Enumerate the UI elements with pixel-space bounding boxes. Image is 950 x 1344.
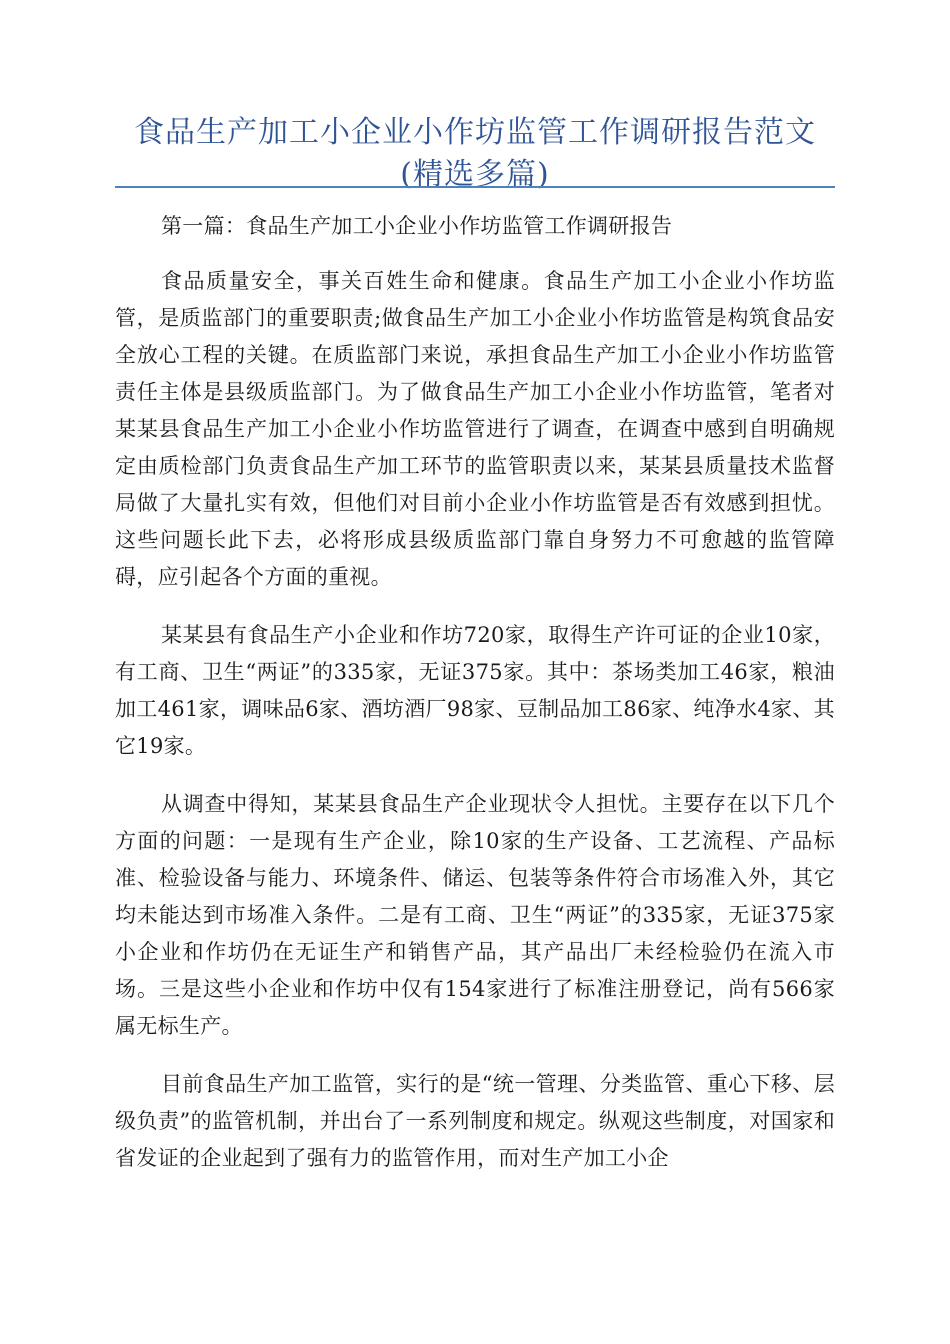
paragraph: 从调查中得知，某某县食品生产企业现状令人担忧。主要存在以下几个方面的问题：一是现有生产企业，除10家的生产设备、工艺流程、产品标准、检验设备与能力、环境条件、储运、包装等条件符合市场准入外，其它均未能达到市场准入条件。二是有工商、卫生“两证”的335家，无证375家小企业和作坊仍在无证生产和销售产品，其产品出厂未经检验仍在流入市场。三是这些小企业和作坊中仅有154家进行了标准注册登记，尚有566家属无标生产。 (115, 792, 835, 1038)
document-title: 食品生产加工小企业小作坊监管工作调研报告范文(精选多篇) (134, 115, 816, 192)
paragraph: 某某县有食品生产小企业和作坊720家，取得生产许可证的企业10家，有工商、卫生“两证”的335家，无证375家。其中：茶场类加工46家，粮油加工461家，调味品6家、酒坊酒厂98家、豆制品加工86家、纯净水4家、其它19家。 (115, 623, 835, 758)
paragraph: 目前食品生产加工监管，实行的是“统一管理、分类监管、重心下移、层级负责”的监管机制，并出台了一系列制度和规定。纵观这些制度，对国家和省发证的企业起到了强有力的监管作用，而对生产加工小企 (115, 1072, 835, 1170)
title-underline (115, 186, 835, 188)
paragraph: 食品质量安全，事关百姓生命和健康。食品生产加工小企业小作坊监管，是质监部门的重要职责;做食品生产加工小企业小作坊监管是构筑食品安全放心工程的关键。在质监部门来说，承担食品生产加工小企业小作坊监管责任主体是县级质监部门。为了做食品生产加工小企业小作坊监管，笔者对某某县食品生产加工小企业小作坊监管进行了调查，在调查中感到自明确规定由质检部门负责食品生产加工环节的监管职责以来，某某县质量技术监督局做了大量扎实有效，但他们对目前小企业小作坊监管是否有效感到担忧。这些问题长此下去，必将形成县级质监部门靠自身努力不可愈越的监管障碍，应引起各个方面的重视。 (115, 269, 835, 589)
section-heading: 第一篇：食品生产加工小企业小作坊监管工作调研报告 (161, 214, 673, 238)
document-body (115, 208, 835, 1198)
